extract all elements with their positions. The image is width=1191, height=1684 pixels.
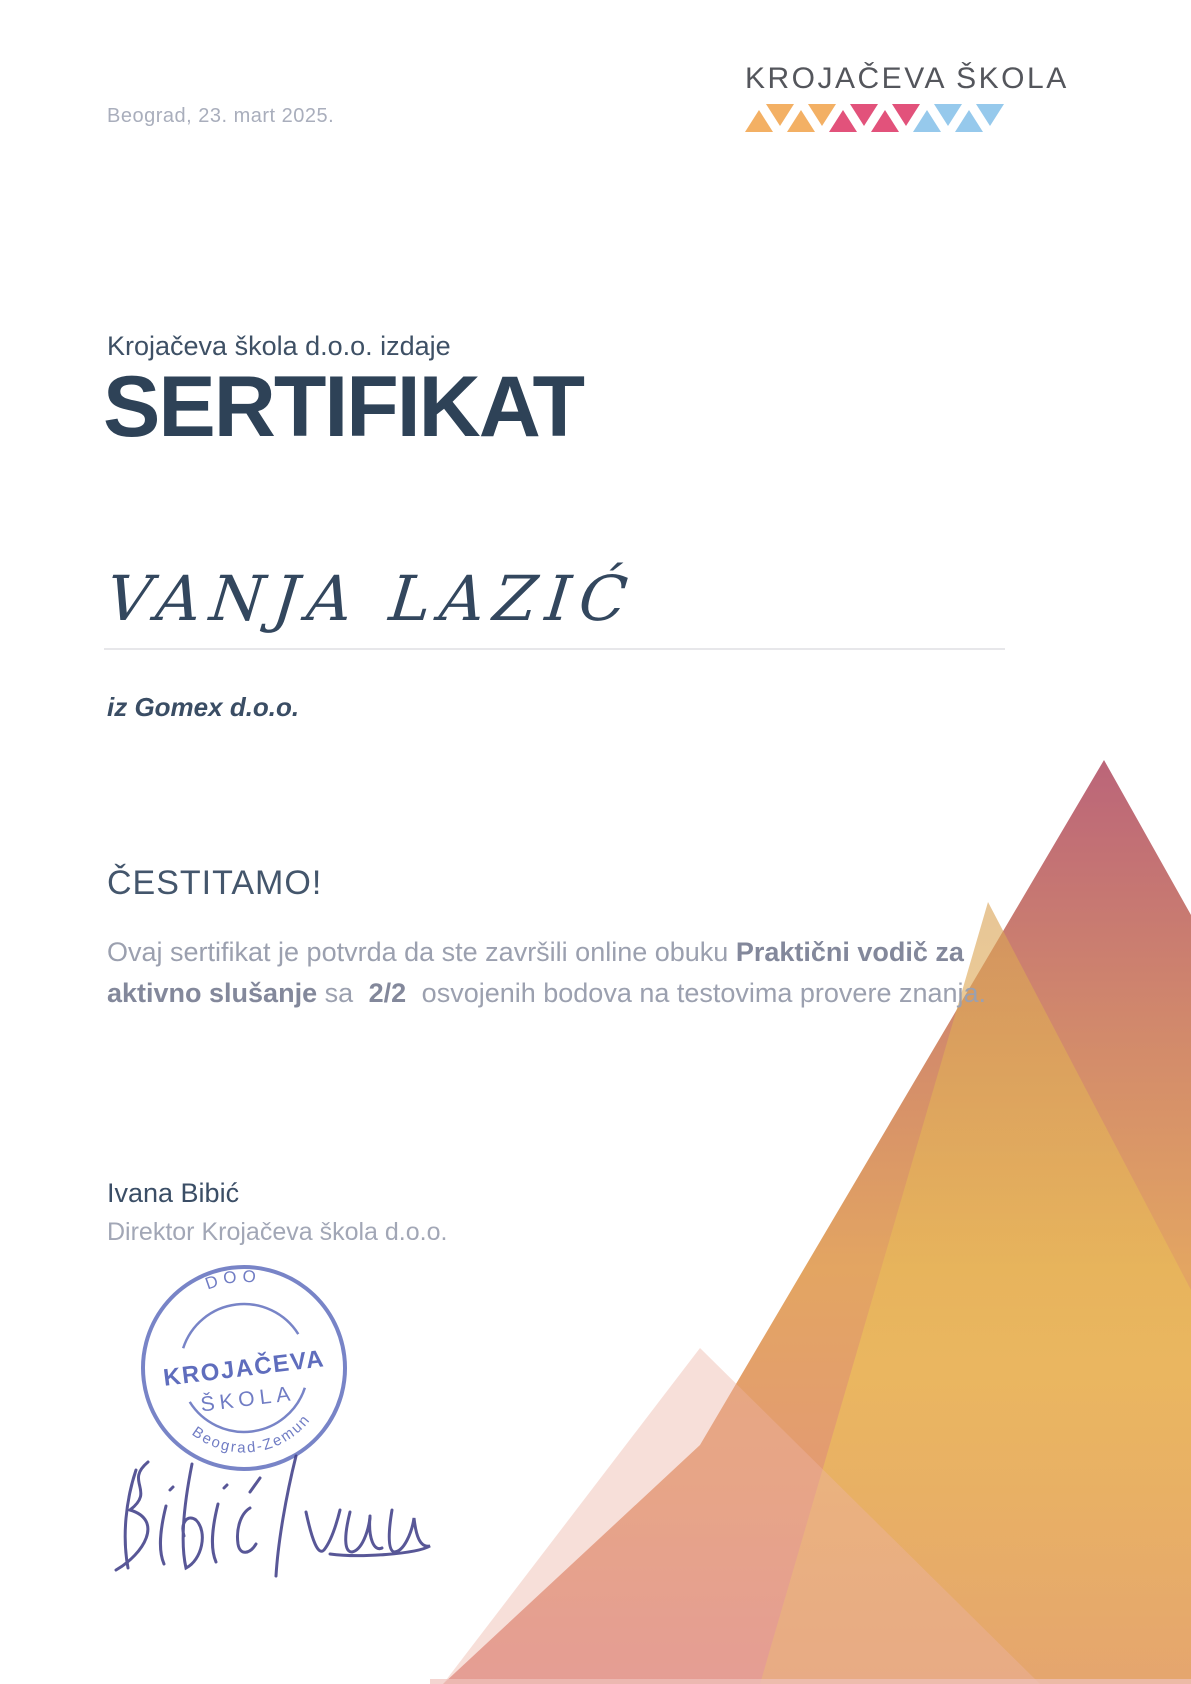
recipient-name: VANJA LAZIĆ xyxy=(103,562,640,635)
body-course-name: Praktični vodič za aktivno slušanje xyxy=(107,937,964,1008)
certificate-title: SERTIFIKAT xyxy=(103,359,584,455)
logo-triangle-band-icon xyxy=(745,104,1085,132)
body-part2: sa xyxy=(317,978,361,1008)
svg-text:DOO xyxy=(202,1264,264,1294)
issuer-line: Krojačeva škola d.o.o. izdaje xyxy=(107,331,451,361)
stamp-center-line2: ŠKOLA xyxy=(199,1382,297,1417)
body-part3: osvojenih bodova na testovima provere znanja. xyxy=(414,978,987,1008)
school-logo-text: KROJAČEVA ŠKOLA xyxy=(745,62,1069,95)
issue-date: Beograd, 23. mart 2025. xyxy=(107,105,335,127)
school-logo xyxy=(745,62,1085,132)
signatory-name: Ivana Bibić xyxy=(107,1178,240,1208)
signatory-role: Direktor Krojačeva škola d.o.o. xyxy=(107,1218,448,1246)
stamp-top-text: DOO xyxy=(202,1266,262,1294)
body-part1: Ovaj sertifikat je potvrda da ste završili online obuku xyxy=(107,937,736,967)
certificate-body xyxy=(107,932,1057,1014)
handwritten-signature-icon xyxy=(100,1448,440,1598)
recipient-company: iz Gomex d.o.o. xyxy=(107,692,300,722)
recipient-name-underline xyxy=(104,648,1005,650)
band-triangle-blue xyxy=(976,104,1004,126)
stamp-center-line1: KROJAČEVA xyxy=(161,1345,327,1392)
body-score: 2/2 xyxy=(368,978,407,1008)
congrats-heading: ČESTITAMO! xyxy=(107,864,323,902)
stamp-bottom-text: Beograd-Zemun xyxy=(188,1410,315,1457)
